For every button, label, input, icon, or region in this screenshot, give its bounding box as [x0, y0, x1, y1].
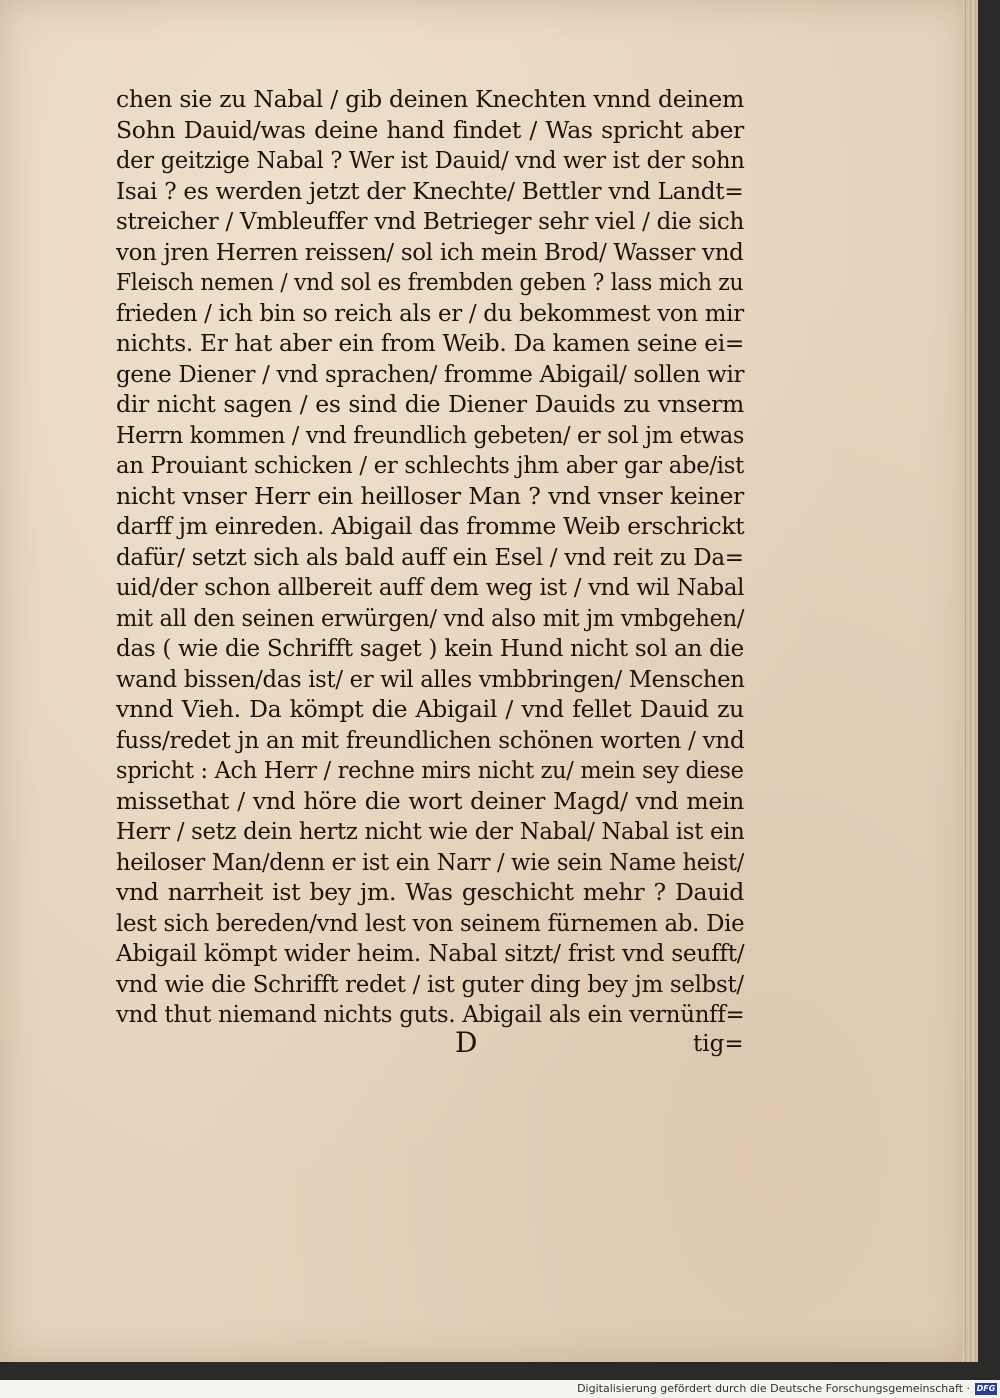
dfg-logo-icon: DFG — [976, 1384, 996, 1393]
text-line: nichts. Er hat aber ein from Weib. Da kamen seine ei= — [116, 329, 745, 357]
text-line: Sohn Dauid/was deine hand findet / Was spricht aber — [116, 115, 744, 144]
text-line: streicher / Vmbleuffer vnd Betrieger sehr viel / die sich — [116, 207, 744, 235]
text-line: spricht : Ach Herr / rechne mirs nicht zu/ mein sey diese — [116, 756, 744, 784]
text-line: der geitzige Nabal ? Wer ist Dauid/ vnd wer ist der sohn — [116, 146, 745, 174]
text-line: lest sich bereden/vnd lest von seinem fürnemen ab. Die — [116, 908, 745, 937]
text-line: mit all den seinen erwürgen/ vnd also mit jm vmbgehen/ — [116, 603, 745, 632]
text-line: Isai ? es werden jetzt der Knechte/ Bettler vnd Landt= — [116, 176, 744, 205]
text-line: fuss/redet jn an mit freundlichen schönen worten / vnd — [116, 725, 745, 754]
catchword: tig= — [693, 1031, 744, 1057]
text-line: dir nicht sagen / es sind die Diener Dauids zu vnserm — [116, 390, 744, 418]
text-line: nicht vnser Herr ein heilloser Man ? vnd vnser keiner — [116, 481, 744, 510]
text-line: heiloser Man/denn er ist ein Narr / wie sein Name heist/ — [116, 847, 745, 876]
signature-mark: D — [455, 1026, 478, 1059]
text-line: vnd narrheit ist bey jm. Was geschicht mehr ? Dauid — [116, 878, 744, 906]
text-line: vnd thut niemand nichts guts. Abigail als ein vernünff= — [116, 1000, 745, 1028]
text-line: an Prouiant schicken / er schlechts jhm aber gar abe/ist — [116, 451, 744, 479]
text-line: chen sie zu Nabal / gib deinen Knechten vnnd deinem — [116, 85, 744, 113]
text-line: vnd wie die Schrifft redet / ist guter ding bey jm selbst/ — [116, 969, 744, 998]
text-line: uid/der schon allbereit auff dem weg ist / vnd wil Nabal — [116, 573, 745, 601]
text-line: Herrn kommen / vnd freundlich gebeten/ er sol jm etwas — [116, 420, 745, 449]
text-line: das ( wie die Schrifft saget ) kein Hund nicht sol an die — [116, 634, 744, 662]
text-line: Fleisch nemen / vnd sol es frembden geben ? lass mich zu — [116, 268, 744, 296]
text-line: Herr / setz dein hertz nicht wie der Nabal/ Nabal ist ein — [116, 817, 745, 845]
text-line: von jren Herren reissen/ sol ich mein Brod/ Wasser vnd — [116, 237, 744, 266]
text-line: dafür/ setzt sich als bald auff ein Esel / vnd reit zu Da= — [116, 542, 744, 571]
text-line: vnnd Vieh. Da kömpt die Abigail / vnd fellet Dauid zu — [116, 695, 744, 723]
footer-bar — [0, 1380, 1000, 1398]
page-stack-edges — [962, 0, 978, 1362]
text-line: gene Diener / vnd sprachen/ fromme Abigail/ sollen wir — [116, 359, 745, 388]
text-line: frieden / ich bin so reich als er / du bekommest von mir — [116, 298, 744, 327]
text-line: Abigail kömpt wider heim. Nabal sitzt/ frist vnd seufft/ — [116, 939, 745, 967]
funding-credit: Digitalisierung gefördert durch die Deutsche Forschungsgemeinschaft · — [577, 1382, 970, 1395]
text-line: darff jm einreden. Abigail das fromme Weib erschrickt — [116, 512, 745, 540]
page-text-block — [116, 84, 744, 1030]
text-line: wand bissen/das ist/ er wil alles vmbbringen/ Menschen — [116, 664, 745, 693]
text-line: missethat / vnd höre die wort deiner Magd/ vnd mein — [116, 786, 744, 815]
